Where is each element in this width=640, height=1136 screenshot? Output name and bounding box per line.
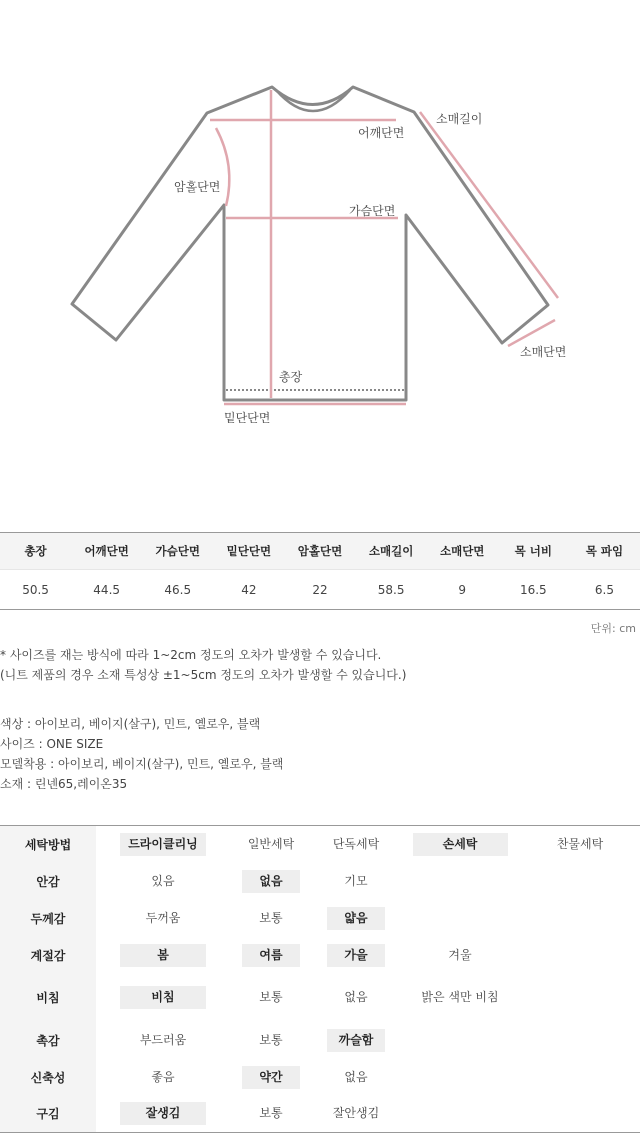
header-sleeve-length: 소매길이 [356,533,427,570]
info-color: 색상 : 아이보리, 베이지(살구), 민트, 옐로우, 블랙 [0,717,261,731]
header-armhole: 암홀단면 [284,533,355,570]
care-option-cell [312,900,400,937]
care-row-label: 세탁방법 [0,826,96,863]
care-row [0,1022,640,1059]
shoulder-label: 어깨단면 [358,126,405,140]
care-option-cell [230,900,312,937]
sweater-illustration [0,0,640,440]
care-option-cell [520,863,640,900]
value-shoulder: 44.5 [71,570,142,610]
care-option-cell [96,900,230,937]
care-option-cell [96,1059,230,1096]
size-diagram [0,0,640,440]
value-chest: 46.5 [142,570,213,610]
value-neck-width: 16.5 [498,570,569,610]
value-hem: 42 [213,570,284,610]
value-neck-depth: 6.5 [569,570,640,610]
care-row [0,937,640,974]
care-option: 없음 [344,990,368,1004]
care-row-label: 안감 [0,863,96,900]
care-option-cell [312,826,400,863]
care-option-cell [230,1059,312,1096]
hem-label: 밑단단면 [224,411,271,425]
care-row [0,863,640,900]
care-option-cell [96,826,230,863]
value-armhole: 22 [284,570,355,610]
size-table-values-row [0,570,640,610]
care-option-cell [230,826,312,863]
sleeve-length-label: 소매길이 [436,112,483,126]
care-option-cell [520,826,640,863]
sleeve-opening-label: 소매단면 [520,345,567,359]
care-option-cell [230,1096,312,1133]
care-row [0,1096,640,1133]
care-option: 보통 [259,1032,283,1047]
header-length: 총장 [0,533,71,570]
care-option: 기모 [344,873,368,888]
length-label: 총장 [279,370,303,384]
care-option-selected: 약간 [242,1066,300,1089]
care-option-cell [520,1022,640,1059]
care-option-cell [400,937,520,974]
care-row-label: 촉감 [0,1022,96,1059]
care-row [0,974,640,1022]
care-option: 없음 [344,1069,368,1084]
care-option: 두꺼움 [145,910,181,925]
care-row-label: 구김 [0,1096,96,1133]
unit-note: 단위: cm [590,622,636,635]
care-option-cell [400,974,520,1022]
care-option: 보통 [259,910,283,925]
care-option-selected: 가을 [327,944,385,967]
note-line: (니트 제품의 경우 소재 특성상 ±1~5cm 정도의 오차가 발생할 수 있습니다.) [0,668,407,682]
size-table [0,532,640,610]
care-option-cell [400,1096,520,1133]
value-length: 50.5 [0,570,71,610]
care-option-cell [96,863,230,900]
care-option-selected: 얇음 [327,907,385,930]
care-option-cell [400,1022,520,1059]
care-option-cell [230,974,312,1022]
care-row-label: 두께감 [0,900,96,937]
info-size: 사이즈 : ONE SIZE [0,737,104,751]
care-row [0,900,640,937]
care-option: 있음 [151,873,175,888]
care-option-cell [312,863,400,900]
care-option: 보통 [259,1106,283,1121]
care-option-selected: 드라이클리닝 [120,833,206,856]
care-option-selected: 봄 [120,944,206,967]
care-option-cell [230,1022,312,1059]
header-shoulder: 어깨단면 [71,533,142,570]
care-option: 겨울 [448,947,472,962]
care-row-label: 신축성 [0,1059,96,1096]
header-hem: 밑단단면 [213,533,284,570]
care-option-cell [312,1059,400,1096]
care-option-cell [520,974,640,1022]
care-option-cell [312,937,400,974]
care-option: 단독세탁 [332,836,380,851]
care-option-cell [520,1096,640,1133]
care-option-cell [230,937,312,974]
care-option-cell [400,863,520,900]
info-model: 모델착용 : 아이보리, 베이지(살구), 민트, 옐로우, 블랙 [0,757,284,771]
care-option: 잘안생김 [332,1106,380,1121]
care-row-label: 비침 [0,974,96,1022]
care-option-cell [96,1022,230,1059]
care-option-cell [96,1096,230,1133]
info-material: 소재 : 린넨65,레이온35 [0,777,128,791]
care-option-cell [230,863,312,900]
care-row [0,826,640,863]
care-option: 좋음 [151,1069,175,1084]
care-option-cell [96,937,230,974]
measurement-notes [0,645,640,685]
header-chest: 가슴단면 [142,533,213,570]
care-option-cell [312,1096,400,1133]
header-neck-depth: 목 파임 [569,533,640,570]
header-neck-width: 목 너비 [498,533,569,570]
care-table [0,825,640,1133]
care-row-label: 계절감 [0,937,96,974]
care-option-cell [520,937,640,974]
care-option-selected: 없음 [242,870,300,893]
care-option-cell [400,1059,520,1096]
care-option: 밝은 색만 비침 [421,990,499,1004]
care-option: 일반세탁 [247,836,295,851]
care-option-cell [520,1059,640,1096]
care-row [0,1059,640,1096]
care-option-selected: 손세탁 [413,833,508,856]
care-option-cell [312,974,400,1022]
value-sleeve-opening: 9 [427,570,498,610]
care-option-cell [312,1022,400,1059]
care-option-selected: 여름 [242,944,300,967]
care-option-cell [400,900,520,937]
note-line: * 사이즈를 재는 방식에 따라 1~2cm 정도의 오차가 발생할 수 있습니다. [0,648,382,662]
value-sleeve-length: 58.5 [356,570,427,610]
armhole-label: 암홀단면 [174,180,221,194]
care-option-cell [520,900,640,937]
size-table-header-row [0,533,640,570]
care-option: 보통 [259,990,283,1004]
care-option: 부드러움 [139,1032,187,1047]
care-option-cell [400,826,520,863]
care-option-selected: 비침 [120,986,206,1009]
care-option-selected: 잘생김 [120,1102,206,1125]
header-sleeve-opening: 소매단면 [427,533,498,570]
chest-label: 가슴단면 [349,204,396,218]
care-option-cell [96,974,230,1022]
care-option: 찬물세탁 [556,836,604,851]
care-option-selected: 까슬함 [327,1029,385,1052]
product-info [0,714,640,794]
